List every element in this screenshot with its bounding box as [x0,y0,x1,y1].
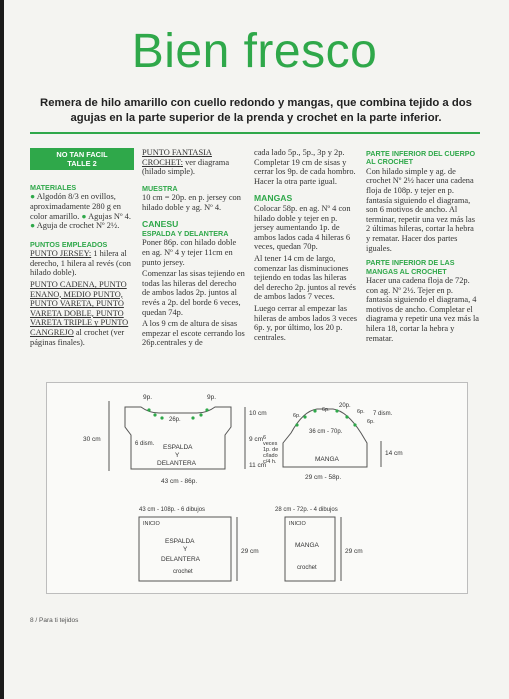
body-r1: 10 cm [249,410,267,417]
body-bottom: 43 cm - 86p. [161,478,198,485]
lower-body-heading: PARTE INFERIOR DEL CUERPO AL CROCHET [366,149,476,167]
column-3 [254,148,358,344]
gauge-text: 10 cm = 20p. en p. jersey con hilado doble y ag. Nº 4. [142,193,241,212]
sleeves-text-3: Luego cerrar al empezar las hileras de ambos lados 3 veces 6p. y, por último, los 20 p. centrales. [254,303,358,342]
fantasy-stitch [142,148,246,177]
materials-needles: Agujas Nº 4. [88,211,131,221]
crochet-sleeve-inicio: INICIO [289,521,306,527]
body-label-1: ESPALDA [163,444,193,451]
column-1 [30,148,134,349]
body-dism: 6 dism. [135,441,155,447]
page-subtitle: Remera de hilo amarillo con cuello redondo y mangas, que combina tejido a dos agujas en la parte superior de la prenda y crochet en la parte inferior. [40,97,472,124]
sleeve-aum-2: veces [263,441,278,447]
crochet-body-right: 29 cm [241,548,259,555]
fantasy-stitch-text: ver diagrama (hilado simple). [142,157,230,177]
column-4 [366,148,480,345]
sleeves-text-1: Colocar 58p. en ag. Nº 4 con hilado doble y tejer en p. jersey aumentando 1p. de ambos lados cada 4 hileras 6 veces, quedan 70p. [254,203,351,252]
body-label-3: DELANTERA [157,460,197,467]
crochet-body-top: 43 cm - 108p. - 6 dibujos [139,507,206,513]
sleeve-s1: 6p. [322,407,330,413]
bullet-icon: ● [30,221,36,231]
yoke-text-2: Comenzar las sisas tejiendo en todas las hileras del derecho de ambos lados 2p. juntos al revés a 2p. del borde 6 veces, quedan 74p. [142,269,245,317]
lower-sleeve-heading: PARTE INFERIOR DE LAS MANGAS AL CROCHET [366,258,455,276]
materials-heading: MATERIALES [30,183,77,192]
sleeve-aum-1: 6 [263,435,267,441]
fantasy-stitch-title: PUNTO FANTASIA CROCHET: [142,148,212,167]
difficulty-label: NO TAN FACIL [56,150,108,159]
crochet-sleeve-right: 29 cm [345,548,363,555]
stitch-jersey-title: PUNTO JERSEY: [30,249,92,259]
crochet-body-l2: Y [183,546,188,553]
yoke-continued: cada lado 5p., 5p., 3p y 2p. Completar 19 cm de sisas y cerrar los 9p. de cada hombro. Hacer la otra parte igual. [254,148,356,186]
divider-rule [30,132,480,134]
stitch-jersey-text: 1 hilera al derecho, 1 hilera al revés (con hilado doble). [30,249,131,278]
crochet-body-l3: DELANTERA [161,556,201,563]
page-title: Bien fresco [131,25,378,78]
bullet-icon: ● [30,192,36,202]
stitch-crochet-title: PUNTO CADENA, PUNTO ENANO, MEDIO PUNTO, PUNTO VARETA, PUNTO VARETA DOBLE, PUNTO VARETA TRIPLE y PUNTO CANGREJO [30,279,129,337]
bullet-icon: ● [81,211,87,221]
gauge-heading: MUESTRA [142,183,178,193]
body-top-right: 9p. [207,394,217,401]
materials-yarn: Algodón 8/3 en ovillos, aproximadamente 280 g en color amarillo. [30,192,121,221]
page-footer: 8 / Para ti tejidos [30,617,79,624]
stitch-jersey [30,249,134,278]
lower-body-text: Con hilado simple y ag. de crochet Nº 2½ hacer una cadena floja de 108p. y tejer en p. fantasía siguiendo el diagrama, son 6 motivos de ancho. Al terminar, repetir una vez más las 2 últimas hileras, cortar la hebra y rematar. Hacer dos partes iguales. [366,166,475,253]
difficulty-badge [30,148,134,170]
yoke-subheading: ESPALDA Y DELANTERA [142,228,229,238]
yoke-text-1: Poner 86p. con hilado doble en ag. Nº 4 y tejer 11cm en punto jersey. [142,238,237,267]
body-left: 30 cm [83,436,101,443]
stitches-heading: PUNTOS EMPLEADOS [30,239,108,249]
size-label: TALLE 2 [67,159,97,168]
body-top-left: 9p. [143,394,153,401]
stitch-crochet [30,280,134,347]
crochet-body-l1: ESPALDA [165,538,195,545]
crochet-sleeve-l2: crochet [297,565,317,571]
lower-sleeve-text: Hacer una cadena floja de 72p. con ag. Nº 2½. Tejer en p. fantasía siguiendo el diagrama, 4 motivos de ancho. Completar el diagrama y repetir una vez más la hilera 18, cortar la hebra y rematar. [366,275,480,343]
sleeve-top: 20p. [339,403,351,409]
body-r3: 11 cm [249,462,267,469]
sleeve-aum-4: c/lado [263,453,278,459]
crochet-body-l4: crochet [173,569,193,575]
crochet-sleeve-top: 28 cm - 72p. - 4 dibujos [275,507,338,513]
body-label-2: Y [175,452,180,459]
binding-edge [0,0,4,699]
sleeve-aum-5: c/4 h. [263,459,277,465]
body-neck: 26p. [169,417,181,423]
sleeve-s3: 6p. [293,413,301,419]
sleeve-aum-3: 1p. de [263,447,279,453]
materials-text [30,192,134,230]
schematic-svg [47,383,467,593]
crochet-body-inicio: INICIO [143,521,160,527]
materials-hook: Aguja de crochet Nº 2½. [36,221,120,231]
crochet-sleeve-l1: MANGA [295,542,319,549]
sleeves-heading: MANGAS [254,193,293,204]
pattern-diagram [46,382,468,594]
sleeve-dism: 7 dism. [373,411,393,417]
yoke-heading: CANESU [142,219,179,230]
sleeve-r14: 14 cm [385,450,403,457]
body-r2: 9 cm [249,436,264,443]
yoke-text-3: A los 9 cm de altura de sisas empezar el escote cerrando los 26p.centrales y de [142,319,245,348]
sleeve-width: 36 cm - 70p. [309,429,343,435]
sleeve-label: MANGA [315,456,339,463]
stitch-crochet-text: al crochet (ver páginas finales). [30,327,125,347]
sleeve-s4: 6p. [367,419,375,425]
sleeve-s2: 6p. [357,409,365,415]
column-2 [142,148,246,350]
sleeves-text-2: Al tener 14 cm de largo, comenzar las disminuciones tejiendo en todas las hileras del derecho 2p. juntos al revés de ambos lados 7 veces. [254,253,356,302]
sleeve-bottom: 29 cm - 58p. [305,474,342,481]
